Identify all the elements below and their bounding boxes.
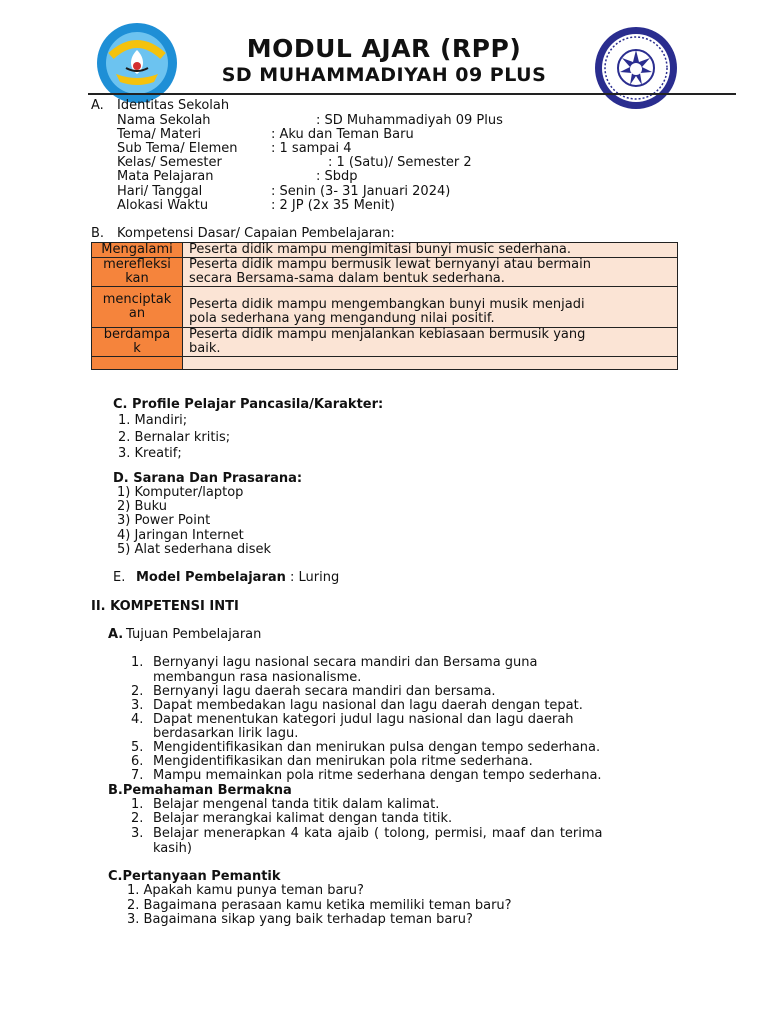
list-item: 2) Buku <box>117 499 168 514</box>
desc-line: secara Bersama-sama dalam bentuk sederhana. <box>189 271 505 286</box>
value-kelas: : 1 (Satu)/ Semester 2 <box>328 155 472 170</box>
label-alokasi-waktu: Alokasi Waktu <box>117 198 209 213</box>
tujuan-item: Dapat menentukan kategori judul lagu nasional dan lagu daerah <box>153 712 574 727</box>
document-title: MODUL AJAR (RPP) <box>246 34 522 63</box>
table-key-cell <box>92 357 183 370</box>
list-item: 2. Bernalar kritis; <box>118 430 231 445</box>
pemantik-heading: C.Pertanyaan Pemantik <box>108 869 281 884</box>
table-row <box>92 328 678 357</box>
section-a-number: A. <box>91 98 104 113</box>
desc-line: baik. <box>189 341 221 356</box>
value-nama-sekolah: : SD Muhammadiyah 09 Plus <box>316 113 503 128</box>
label-mata-pelajaran: Mata Pelajaran <box>117 169 214 184</box>
section-d-heading: D. Sarana Dan Prasarana: <box>113 471 303 486</box>
table-row <box>92 287 678 328</box>
list-item: 1) Komputer/laptop <box>117 485 244 500</box>
list-item: 3. Kreatif; <box>118 446 182 461</box>
section-ii-heading: II. KOMPETENSI INTI <box>91 599 239 614</box>
pemantik-item: 2. Bagaimana perasaan kamu ketika memiliki teman baru? <box>127 898 512 913</box>
tujuan-num: 7. <box>131 768 144 783</box>
table-row <box>92 243 678 258</box>
key-line: merefleksi <box>103 257 171 272</box>
value-hari-tanggal: : Senin (3- 31 Januari 2024) <box>271 184 451 199</box>
tujuan-heading: Tujuan Pembelajaran <box>126 627 262 642</box>
table-desc-cell <box>183 328 678 357</box>
school-name-title: SD MUHAMMADIYAH 09 PLUS <box>221 64 547 86</box>
label-sub-tema: Sub Tema/ Elemen <box>117 141 238 156</box>
list-item: 5) Alat sederhana disek <box>117 542 272 557</box>
label-hari-tanggal: Hari/ Tanggal <box>117 184 203 199</box>
tujuan-num: 6. <box>131 754 144 769</box>
pemahaman-item: Belajar mengenal tanda titik dalam kalimat. <box>153 797 440 812</box>
value-tema: : Aku dan Teman Baru <box>271 127 414 142</box>
table-key-cell <box>92 243 183 258</box>
tujuan-item: Dapat membedakan lagu nasional dan lagu daerah dengan tepat. <box>153 698 583 713</box>
tujuan-item: Mengidentifikasikan dan menirukan pola ritme sederhana. <box>153 754 533 769</box>
model-pembelajaran <box>136 570 339 585</box>
tujuan-item: Mengidentifikasikan dan menirukan pulsa dengan tempo sederhana. <box>153 740 601 755</box>
kompetensi-table <box>91 242 678 370</box>
table-desc-cell <box>183 243 678 258</box>
label-kelas: Kelas/ Semester <box>117 155 222 170</box>
tujuan-num: 2. <box>131 684 144 699</box>
tujuan-item: membangun rasa nasionalisme. <box>153 670 362 685</box>
table-desc-cell <box>183 287 678 328</box>
table-desc-cell <box>183 357 678 370</box>
section-e-number: E. <box>113 570 126 585</box>
pemahaman-item: Belajar menerapkan 4 kata ajaib ( tolong, permisi, maaf dan terima <box>153 826 603 841</box>
desc-line: Peserta didik mampu bermusik lewat bernyanyi atau bermain <box>189 257 591 272</box>
key-line: an <box>128 306 146 321</box>
table-key-cell <box>92 287 183 328</box>
key-line: Mengalami <box>101 242 173 257</box>
value-sub-tema: : 1 sampai 4 <box>271 141 352 156</box>
tujuan-item: Bernyanyi lagu nasional secara mandiri dan Bersama guna <box>153 655 538 670</box>
pemahaman-num: 3. <box>131 826 144 841</box>
section-c-heading: C. Profile Pelajar Pancasila/Karakter: <box>113 397 384 412</box>
model-label: Model Pembelajaran <box>136 570 286 585</box>
tujuan-letter: A. <box>108 627 124 642</box>
label-tema: Tema/ Materi <box>117 127 202 142</box>
pemahaman-item: Belajar merangkai kalimat dengan tanda titik. <box>153 811 453 826</box>
label-nama-sekolah: Nama Sekolah <box>117 113 211 128</box>
model-value: : Luring <box>285 570 340 585</box>
list-item: 3) Power Point <box>117 513 211 528</box>
value-mata-pelajaran: : Sbdp <box>316 169 358 184</box>
pemantik-item: 1. Apakah kamu punya teman baru? <box>127 883 364 898</box>
pemahaman-num: 2. <box>131 811 144 826</box>
table-key-cell <box>92 258 183 287</box>
section-b-number: B. <box>91 226 105 241</box>
section-b-heading: Kompetensi Dasar/ Capaian Pembelajaran: <box>117 226 395 241</box>
tujuan-num: 1. <box>131 655 144 670</box>
section-a-heading: Identitas Sekolah <box>117 98 230 113</box>
tujuan-item: berdasarkan lirik lagu. <box>153 726 299 741</box>
key-line: berdampa <box>103 327 171 342</box>
list-item: 4) Jaringan Internet <box>117 528 244 543</box>
desc-line: pola sederhana yang mengandung nilai positif. <box>189 311 495 326</box>
pemahaman-heading: B.Pemahaman Bermakna <box>108 783 292 798</box>
table-key-cell <box>92 328 183 357</box>
header-divider <box>88 93 736 95</box>
desc-line: Peserta didik mampu mengembangkan bunyi musik menjadi <box>189 297 585 312</box>
value-alokasi-waktu: : 2 JP (2x 35 Menit) <box>271 198 395 213</box>
key-line: kan <box>125 271 149 286</box>
table-row <box>92 357 678 370</box>
key-line: k <box>133 341 141 356</box>
desc-line: Peserta didik mampu menjalankan kebiasaan bermusik yang <box>189 327 586 342</box>
pemahaman-num: 1. <box>131 797 144 812</box>
tujuan-item: Bernyanyi lagu daerah secara mandiri dan bersama. <box>153 684 496 699</box>
tujuan-num: 3. <box>131 698 144 713</box>
table-desc-cell <box>183 258 678 287</box>
key-line: menciptak <box>102 292 172 307</box>
table-row <box>92 258 678 287</box>
pemantik-item: 3. Bagaimana sikap yang baik terhadap teman baru? <box>127 912 473 927</box>
list-item: 1. Mandiri; <box>118 413 188 428</box>
tujuan-num: 4. <box>131 712 144 727</box>
tujuan-item: Mampu memainkan pola ritme sederhana dengan tempo sederhana. <box>153 768 602 783</box>
desc-line: Peserta didik mampu mengimitasi bunyi music sederhana. <box>189 242 572 257</box>
pemahaman-item: kasih) <box>153 841 192 856</box>
tujuan-num: 5. <box>131 740 144 755</box>
